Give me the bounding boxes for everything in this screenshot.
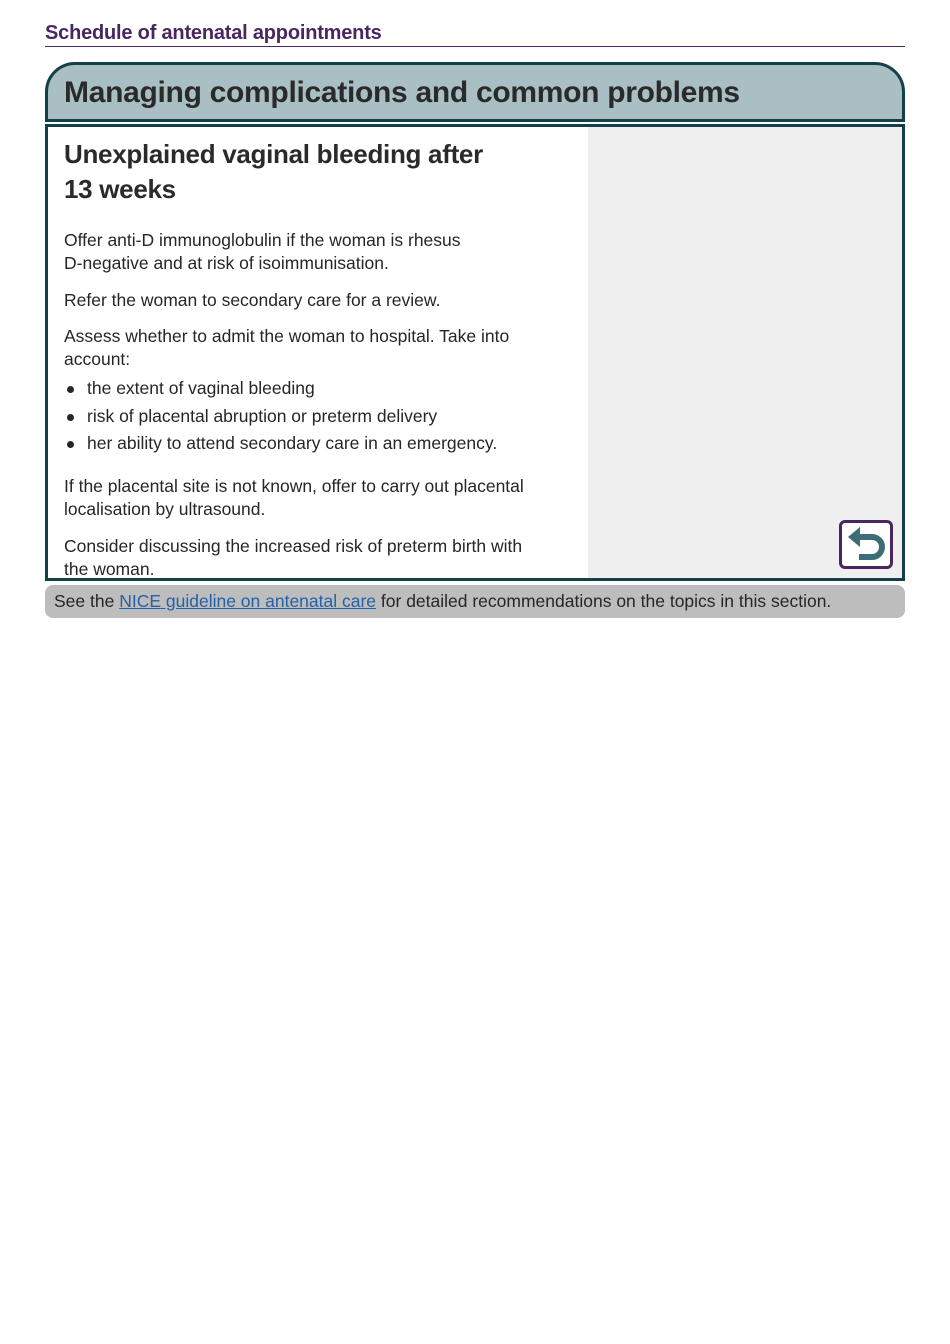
paragraph-placental: [64, 475, 584, 521]
bullet-icon: [67, 414, 74, 421]
list-item: [64, 375, 584, 403]
paragraph-anti-d: [64, 229, 584, 275]
paragraph-line: the woman.: [64, 558, 155, 579]
footer-note: [45, 585, 905, 618]
footer-suffix: for detailed recommendations on the topics in this section.: [376, 591, 832, 611]
paragraph-line: Offer anti-D immunoglobulin if the woman is rhesus: [64, 230, 461, 250]
list-item: [64, 430, 584, 458]
nice-guideline-link[interactable]: NICE guideline on antenatal care: [119, 591, 377, 611]
paragraph-line: D-negative and at risk of isoimmunisation.: [64, 253, 389, 273]
paragraph-line: Consider discussing the increased risk of preterm birth with: [64, 535, 523, 556]
paragraph-assess: [64, 325, 584, 371]
paragraph-line: Assess whether to admit the woman to hospital. Take into: [64, 326, 510, 346]
return-arrow-icon: [845, 525, 887, 565]
side-panel: [588, 127, 902, 578]
paragraph-line: localisation by ultrasound.: [64, 498, 266, 519]
topic-heading-line2: 13 weeks: [64, 174, 176, 204]
list-item: [64, 403, 584, 431]
bullet-icon: [67, 441, 74, 448]
topic-content: [64, 127, 584, 581]
breadcrumb-title[interactable]: Schedule of antenatal appointments: [45, 22, 382, 44]
assessment-list: [64, 375, 584, 458]
paragraph-consider: [64, 535, 584, 581]
paragraph-line: account:: [64, 349, 131, 369]
footer-prefix: See the: [54, 591, 120, 611]
topic-heading-line1: Unexplained vaginal bleeding after: [64, 139, 483, 169]
breadcrumb[interactable]: [45, 20, 905, 47]
section-title: Managing complications and common problems: [64, 76, 740, 109]
list-item-text: risk of placental abruption or preterm delivery: [87, 405, 438, 426]
list-item-text: the extent of vaginal bleeding: [87, 378, 315, 398]
paragraph-line: If the placental site is not known, offer to carry out placental: [64, 475, 524, 496]
section-header: [45, 62, 905, 122]
list-item-text: her ability to attend secondary care in an emergency.: [87, 433, 498, 453]
topic-heading: [64, 137, 584, 207]
topic-panel: [45, 124, 905, 581]
paragraph-refer: Refer the woman to secondary care for a review.: [64, 290, 441, 310]
bullet-icon: [67, 386, 74, 393]
back-button[interactable]: [839, 520, 893, 569]
